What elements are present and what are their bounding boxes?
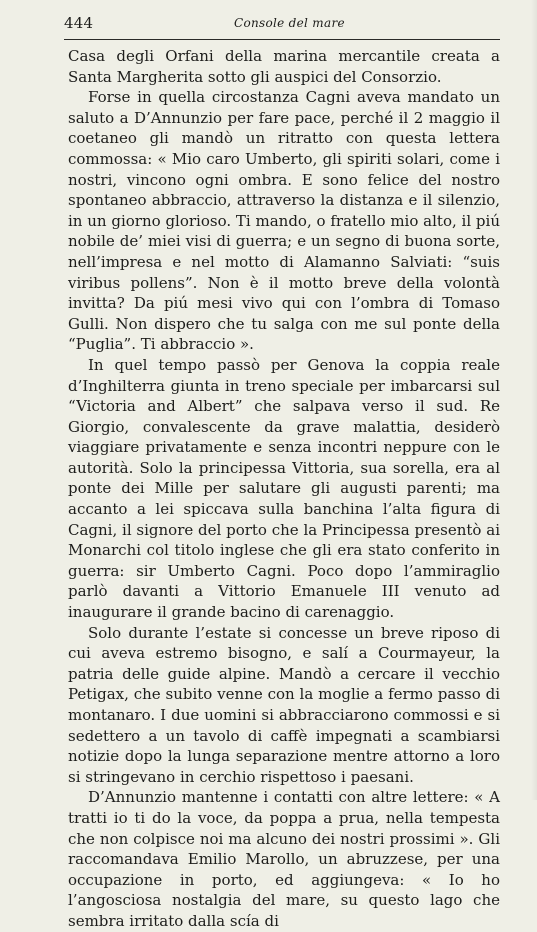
- scan-edge-shadow: [531, 0, 537, 800]
- paragraph: In quel tempo passò per Genova la coppia reale d’Inghilterra giunta in treno speciale per imbarcarsi sul “Victoria and Albert” che salpava verso il sud. Re Giorgio, convalescente da grave malattia, desiderò viaggiare privatamente e senza incontri neppure con le autorità. Solo la principessa Vittoria, sua sorella, era al ponte dei Mille per salutare gli augusti parenti; ma accanto a lei spiccava sulla banchina l’alta figura di Cagni, il signore del porto che la Principessa presentò ai Monarchi col titolo inglese che gli era stato conferito in guerra: sir Umberto Cagni. Poco dopo l’ammiraglio parlò davanti a Vittorio Emanuele III venuto ad inaugurare il grande bacino di carenaggio.: [68, 355, 500, 622]
- paragraph: Forse in quella circostanza Cagni aveva mandato un saluto a D’Annunzio per fare pace, perché il 2 maggio il coetaneo gli mandò un ritratto con questa lettera commossa: « Mio caro Umberto, gli spiriti solari, come i nostri, vincono ogni ombra. E sono felice del nostro spontaneo abbraccio, attraverso la distanza e il silenzio, in un giorno glorioso. Ti mando, o fratello mio alto, il piú nobile de’ miei visi di guerra; e un segno di buona sorte, nell’impresa e nel motto di Alamanno Salviati: “suis viribus pollens”. Non è il motto breve della volontà invitta? Da piú mesi vivo qui con l’ombra di Tomaso Gulli. Non dispero che tu salga con me sul ponte della “Puglia”. Ti abbraccio ».: [68, 88, 500, 354]
- page-number: 444: [64, 14, 94, 32]
- paragraph: Solo durante l’estate si concesse un breve riposo di cui aveva estremo bisogno, e salí a Courmayeur, la patria delle guide alpine. Mandò a cercare il vecchio Petigax, che subito venne con la moglie a fermo passo di montanaro. I due uomini si abbracciarono commossi e si sedettero a un tavolo di caffè impegnati a scambiarsi notizie dopo la lunga separazione mentre attorno a loro si stringevano in cerchio rispettoso i paesani.: [68, 623, 500, 786]
- header-rule: [64, 39, 500, 40]
- paragraph: D’Annunzio mantenne i contatti con altre lettere: « A tratti io ti do la voce, da poppa a prua, nella tempesta che non colpisce noi ma alcuno dei nostri prossimi ». Gli raccomandava Emilio Marollo, un abruzzese, per una occupazione in porto, ed aggiungeva: « Io ho l’angosciosa nostalgia del mare, su questo lago che sembra irritato dalla scía di: [68, 788, 500, 930]
- body-text: [68, 46, 500, 932]
- paragraph: Casa degli Orfani della marina mercantile creata a Santa Margherita sotto gli auspici del Consorzio.: [68, 47, 500, 86]
- page-header: [64, 14, 500, 36]
- running-head: Console del mare: [234, 16, 345, 30]
